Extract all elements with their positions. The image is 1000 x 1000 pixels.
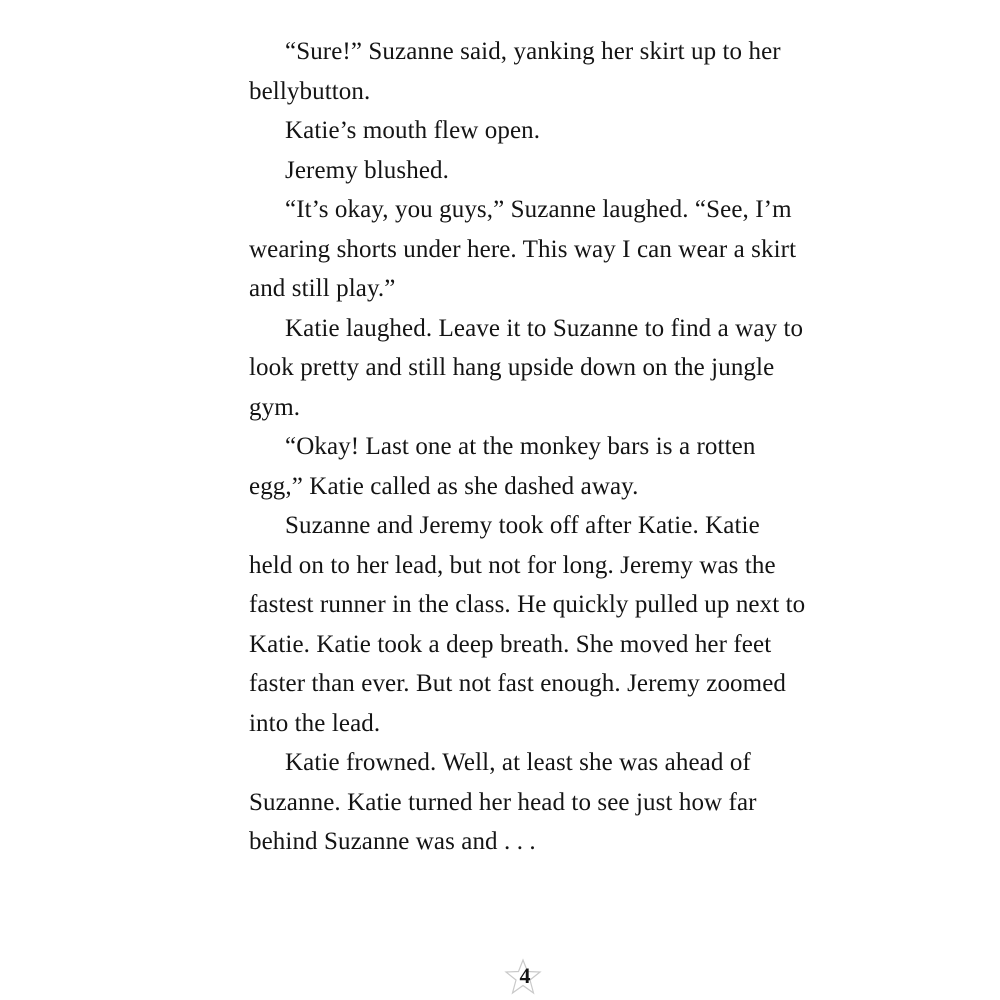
paragraph: Suzanne and Jeremy took off after Katie. Katie held on to her lead, but not for long. Jeremy was the fastest runner in the class. He quickly pulled up next to Katie. Katie took a deep breath. She moved her feet faster than ever. But not fast enough. Jeremy zoomed into the lead. — [249, 512, 806, 737]
paragraph: “Okay! Last one at the monkey bars is a rotten egg,” Katie called as she dashed away. — [249, 433, 756, 500]
paragraph: Jeremy blushed. — [285, 156, 449, 184]
body-text — [249, 32, 809, 862]
paragraph: Katie laughed. Leave it to Suzanne to find a way to look pretty and still hang upside down on the jungle gym. — [249, 314, 804, 421]
paragraph: “It’s okay, you guys,” Suzanne laughed. “See, I’m wearing shorts under here. This way I can wear a skirt and still play.” — [249, 196, 797, 302]
paragraph: Katie frowned. Well, at least she was ahead of Suzanne. Katie turned her head to see just how far behind Suzanne was and . . . — [249, 749, 757, 855]
paragraph: “Sure!” Suzanne said, yanking her skirt up to her bellybutton. — [249, 38, 781, 105]
page-number-text: 4 — [519, 963, 531, 988]
paragraph: Katie’s mouth flew open. — [285, 117, 541, 144]
page-number — [500, 958, 550, 996]
